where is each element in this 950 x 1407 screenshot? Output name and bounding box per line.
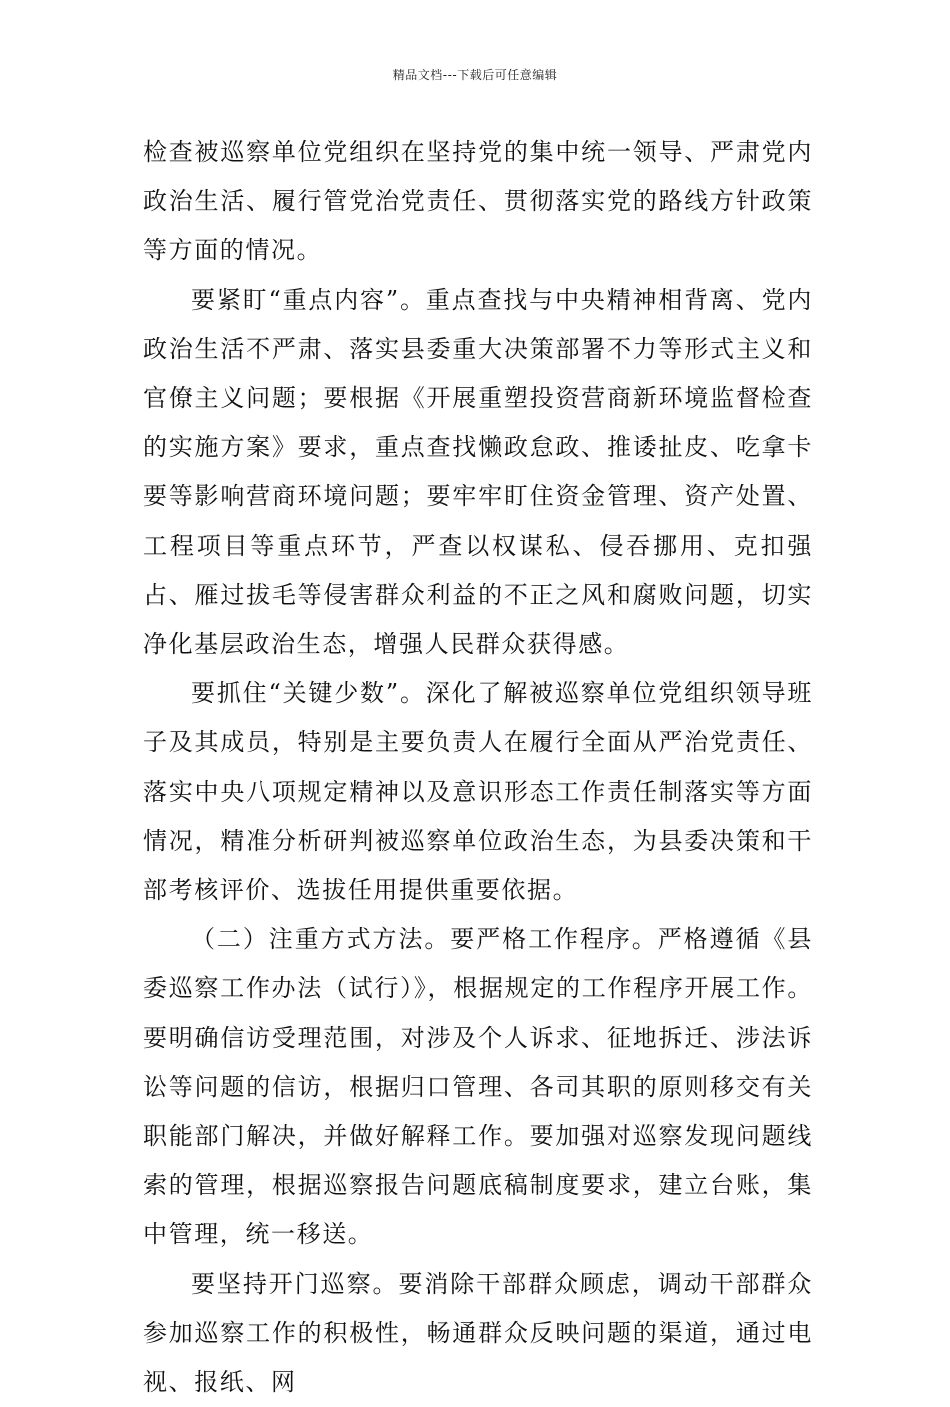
- paragraph-4: （二）注重方式方法。要严格工作程序。严格遵循《县委巡察工作办法（试行）》，根据规定的工作程序开展工作。要明确信访受理范围，对涉及个人诉求、征地拆迁、涉法诉讼等问题的信访，根据归口管理、各司其职的原则移交有关职能部门解决，并做好解释工作。要加强对巡察发现问题线索的管理，根据巡察报告问题底稿制度要求，建立台账，集中管理，统一移送。: [143, 925, 813, 1249]
- paragraph-5: 要坚持开门巡察。要消除干部群众顾虑，调动干部群众参加巡察工作的积极性，畅通群众反映问题的渠道，通过电视、报纸、网: [143, 1269, 813, 1397]
- document-body: [143, 128, 813, 1407]
- paragraph-2: 要紧盯“重点内容”。重点查找与中央精神相背离、党内政治生活不严肃、落实县委重大决策部署不力等形式主义和官僚主义问题；要根据《开展重塑投资营商新环境监督检查的实施方案》要求，重点查找懒政怠政、推诿扯皮、吃拿卡要等影响营商环境问题；要牢牢盯住资金管理、资产处置、工程项目等重点环节，严查以权谋私、侵吞挪用、克扣强占、雁过拔毛等侵害群众利益的不正之风和腐败问题，切实净化基层政治生态，增强人民群众获得感。: [143, 285, 813, 659]
- paragraph-1: 检查被巡察单位党组织在坚持党的集中统一领导、严肃党内政治生活、履行管党治党责任、贯彻落实党的路线方针政策等方面的情况。: [143, 138, 813, 265]
- page-header: 精品文档---下载后可任意编辑: [392, 68, 558, 82]
- paragraph-3: 要抓住“关键少数”。深化了解被巡察单位党组织领导班子及其成员，特别是主要负责人在履行全面从严治党责任、落实中央八项规定精神以及意识形态工作责任制落实等方面情况，精准分析研判被巡察单位政治生态，为县委决策和干部考核评价、选拔任用提供重要依据。: [143, 679, 813, 905]
